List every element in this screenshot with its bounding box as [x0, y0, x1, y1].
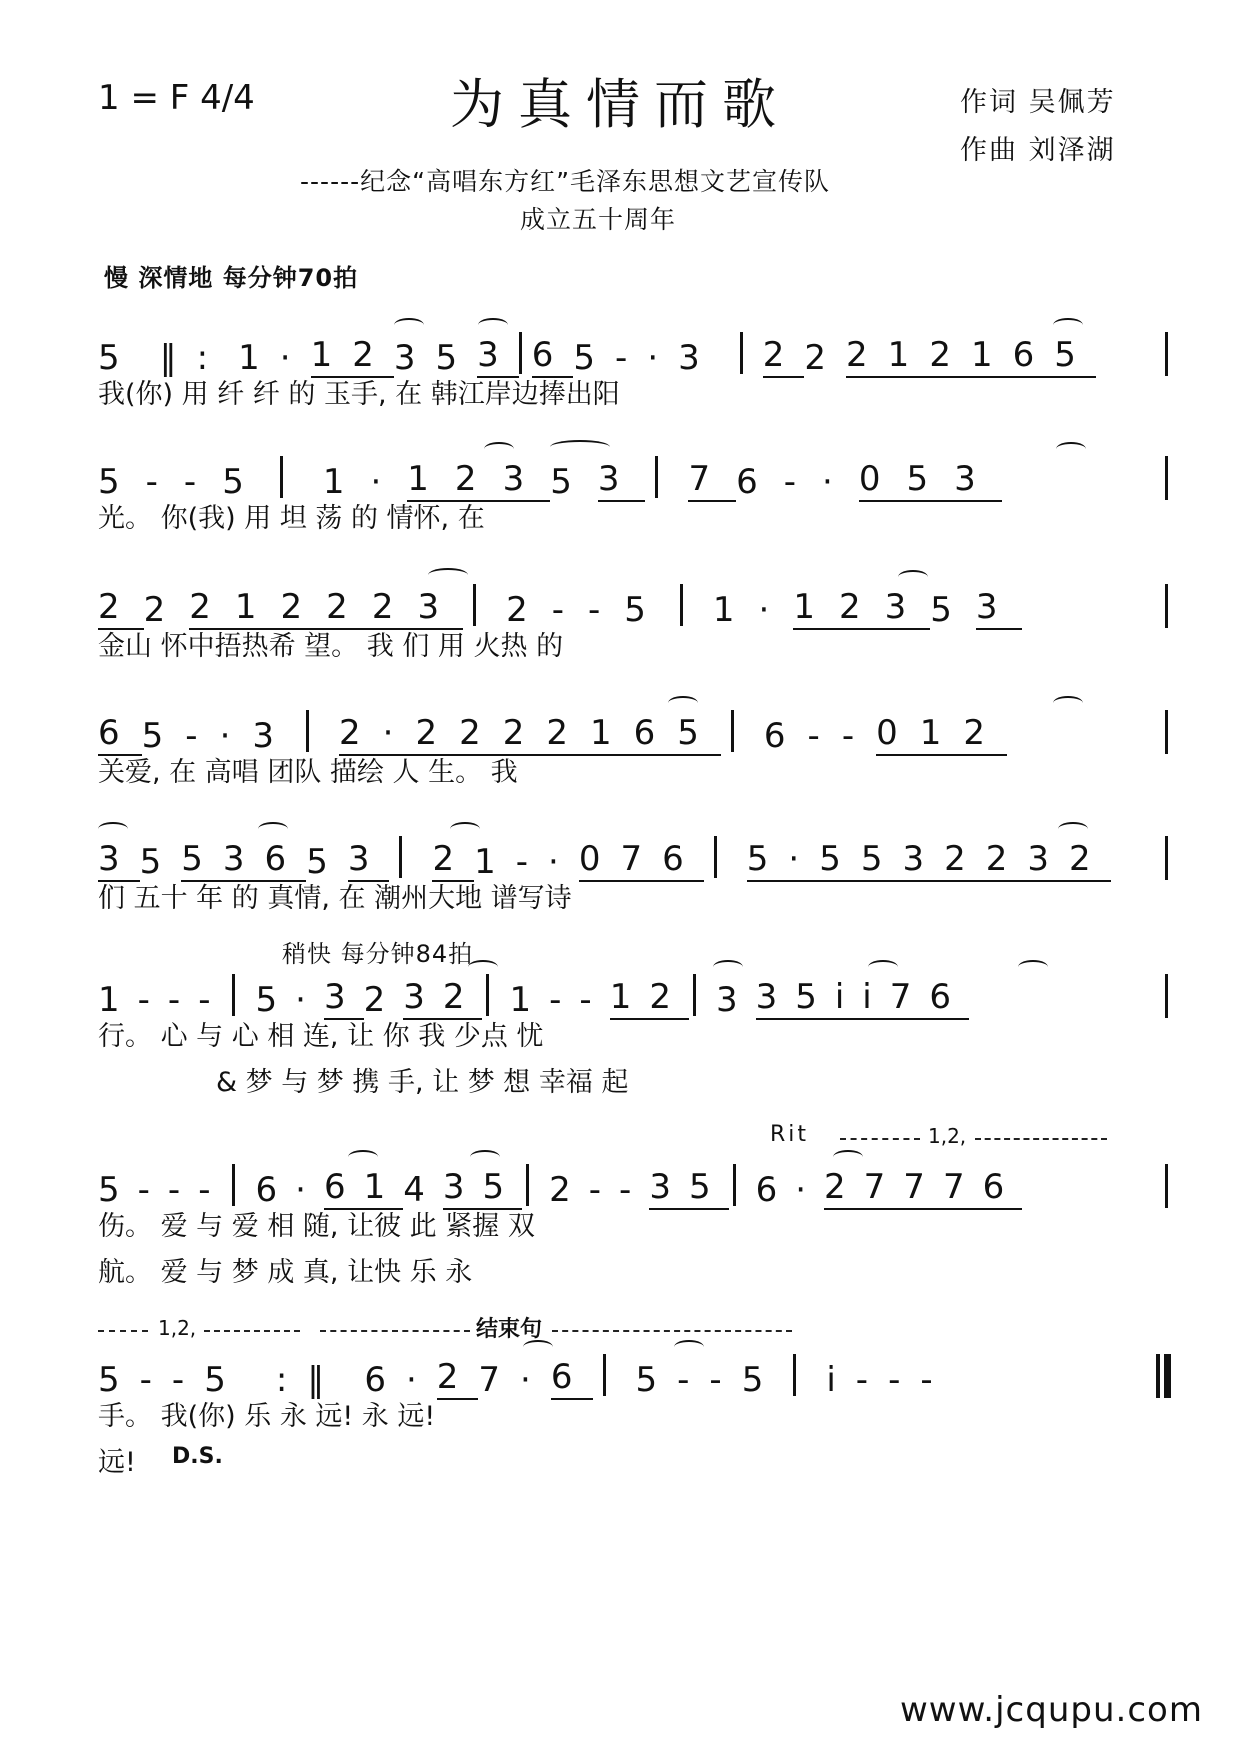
lyric-line-7a: 伤。 爱 与 爱 相 随, 让彼 此 紧握 双 [98, 1211, 535, 1242]
note: 5 [573, 338, 616, 378]
slur [833, 1150, 863, 1164]
note: 32 [1027, 839, 1110, 882]
bar-line [1165, 710, 1168, 754]
bar-line [1165, 584, 1168, 628]
lyric-line-3: 金山 怀中捂热希 望。 我 们 用 火热 的 [98, 631, 564, 662]
note: 22 [281, 587, 372, 630]
bar-line [526, 1164, 529, 1206]
note: - [588, 590, 625, 630]
note: 65 [1013, 335, 1096, 378]
note: 5 [635, 1360, 678, 1400]
note: 3 [477, 335, 519, 378]
note: 76 [890, 977, 969, 1020]
note: - [137, 1170, 168, 1210]
tempo-change: 稍快 每分钟84拍 [282, 940, 474, 968]
score-line-8 [98, 1344, 1168, 1494]
source-url: www.jcqupu.com [900, 1690, 1203, 1730]
note: 2 [432, 839, 474, 882]
note: ii [835, 977, 890, 1020]
note: 5· [255, 980, 324, 1020]
note: 6· [255, 1170, 324, 1210]
note: - [888, 1360, 921, 1400]
note: 35 [649, 1167, 728, 1210]
repeat-end: :‖ [275, 1360, 345, 1400]
bar-line [714, 836, 717, 878]
slur [1053, 696, 1083, 710]
note: 12 [407, 459, 502, 502]
note: 7 [688, 459, 736, 502]
lyric-line-1: 我(你) 用 纤 纤 的 玉手, 在 韩江岸边捧出阳 [98, 379, 620, 410]
notation-line-2 [98, 446, 1002, 502]
note: 1· [238, 338, 311, 378]
note: 2 [549, 1170, 589, 1210]
note: 3 [503, 459, 551, 502]
note: 5 [141, 716, 186, 756]
score-line-7 [98, 1154, 1168, 1304]
slur [348, 1150, 378, 1164]
note: 5 [98, 462, 146, 502]
note: 2·2 [339, 713, 459, 756]
note: - [551, 590, 588, 630]
note: 53 [907, 459, 1002, 502]
dashed-line [204, 1330, 300, 1332]
bar-line [731, 710, 734, 752]
note: - [167, 1170, 199, 1210]
dashed-line [98, 1330, 148, 1332]
note: 5 [98, 338, 140, 378]
slur [468, 960, 498, 974]
final-barline-thick [1164, 1354, 1171, 1398]
note: 2 [98, 587, 144, 630]
notation-line-4 [98, 700, 1007, 756]
note: - [920, 1360, 953, 1400]
note: 22 [944, 839, 1027, 882]
notation-line-6 [98, 964, 969, 1020]
note: 21 [546, 713, 633, 756]
note: 0 [579, 839, 621, 882]
bar-line [603, 1354, 606, 1396]
note: 1· [712, 590, 794, 630]
volta-label: 1,2, [158, 1316, 197, 1340]
note: 2 [437, 1357, 479, 1400]
slur [550, 440, 610, 454]
note: 2 [506, 590, 552, 630]
note: 76 [620, 839, 703, 882]
note: 53 [861, 839, 944, 882]
note: 5 [930, 590, 976, 630]
bar-line [655, 456, 658, 498]
lyric-line-2: 光。 你(我) 用 坦 荡 的 情怀, 在 [98, 503, 485, 534]
note: 12 [793, 587, 884, 630]
slur [523, 1340, 553, 1354]
note: 3 [348, 839, 390, 882]
bar-line [399, 836, 402, 878]
note: 12 [920, 713, 1007, 756]
note: 3 [598, 459, 646, 502]
note: 21 [846, 335, 929, 378]
note: - [709, 1360, 742, 1400]
note: 5 [550, 462, 598, 502]
score-line-5 [98, 826, 1168, 976]
bar-line [1165, 1164, 1168, 1208]
bar-line [740, 332, 743, 374]
note: 1· [322, 462, 408, 502]
bar-line [280, 456, 283, 498]
volta-label: 1,2, [928, 1124, 967, 1148]
note: 5 [98, 1360, 140, 1400]
note: 5 [306, 842, 348, 882]
lyric-line-8b: 远! [98, 1447, 136, 1478]
lyric-line-4: 关爱, 在 高唱 团队 描绘 人 生。 我 [98, 757, 518, 788]
slur [394, 318, 424, 332]
note: - [855, 1360, 889, 1400]
slur [674, 1340, 704, 1354]
note: 7· [478, 1360, 551, 1400]
note: - [783, 462, 823, 502]
bar-line [793, 1354, 796, 1396]
note: 1 [474, 842, 516, 882]
lyric-line-5: 们 五十 年 的 真情, 在 潮州大地 谱写诗 [98, 883, 572, 914]
note: i [826, 1360, 856, 1400]
note: 12 [311, 335, 394, 378]
dal-segno: D.S. [172, 1444, 223, 1469]
lyricist-credit: 作词 吴佩芳 [960, 87, 1116, 118]
note: - [619, 1170, 650, 1210]
note: - [171, 1360, 205, 1400]
note: 6 [532, 335, 574, 378]
repeat-start: ‖: [159, 338, 229, 378]
note: 5 [139, 842, 182, 882]
lyric-line-7b: 航。 爱 与 梦 成 真, 让快 乐 永 [98, 1257, 473, 1288]
note: - [615, 338, 648, 378]
ritardando-marking: Rit [770, 1122, 810, 1147]
note: 3 [252, 716, 297, 756]
note: 6 [551, 1357, 593, 1400]
bar-line [1165, 456, 1168, 500]
note: - [807, 716, 842, 756]
note: 21 [189, 587, 280, 630]
dashed-line [975, 1138, 1107, 1140]
slur [478, 318, 508, 332]
bar-line [693, 974, 696, 1016]
note: - [185, 716, 220, 756]
note: ·3 [647, 338, 720, 378]
note: 2 [143, 590, 190, 630]
note: - [677, 1360, 710, 1400]
note: 3 [98, 839, 140, 882]
slur [428, 568, 468, 582]
bar-line [519, 332, 522, 374]
note: 12 [610, 977, 689, 1020]
lyric-line-8a: 手。 我(你) 乐 永 远! 永 远! [98, 1401, 436, 1432]
slur [1056, 442, 1086, 456]
note: 1 [98, 980, 138, 1020]
note: 35 [443, 1167, 522, 1210]
key-signature: 1 = F 4/4 [98, 78, 255, 118]
note: - [198, 980, 229, 1020]
note: 5 [741, 1360, 784, 1400]
notation-line-3 [98, 574, 1022, 630]
note: 2 [824, 1167, 864, 1210]
slur [1053, 318, 1083, 332]
note: 23 [372, 587, 463, 630]
note: 3 [976, 587, 1022, 630]
ending-label: 结束句 [476, 1317, 543, 1342]
note: - [167, 980, 199, 1020]
note: 61 [324, 1167, 403, 1210]
note: 65 [634, 713, 721, 756]
note: 3 [393, 338, 436, 378]
slur [868, 960, 898, 974]
note: - [841, 716, 877, 756]
bar-line [232, 1164, 235, 1206]
final-barline [1156, 1354, 1160, 1398]
note: · [548, 842, 579, 882]
slur [258, 822, 288, 836]
subtitle-line-1: ------纪念“高唱东方红”毛泽东思想文艺宣传队 [300, 167, 831, 196]
note: - [515, 842, 549, 882]
note: · [219, 716, 253, 756]
bar-line [232, 974, 235, 1016]
bar-line [486, 974, 489, 1016]
lyric-line-6a: 行。 心 与 心 相 连, 让 你 我 少点 忧 [98, 1021, 544, 1052]
note: 2 [804, 338, 847, 378]
note: 6 [763, 716, 808, 756]
note: 5 [624, 590, 670, 630]
slur [98, 822, 128, 836]
dashed-line [552, 1330, 792, 1332]
bar-line [1165, 836, 1168, 880]
tempo-marking: 慢 深情地 每分钟70拍 [104, 264, 359, 292]
slur [450, 822, 480, 836]
note: - [139, 1360, 172, 1400]
lyric-line-6b: & 梦 与 梦 携 手, 让 梦 想 幸福 起 [216, 1067, 629, 1098]
note: 3 [715, 980, 756, 1020]
note: 6· [755, 1170, 825, 1210]
note: - [549, 980, 580, 1020]
note: 2 [763, 335, 805, 378]
note: - [145, 462, 184, 502]
note: 2 [363, 980, 404, 1020]
slur [1058, 822, 1088, 836]
note: 22 [459, 713, 546, 756]
note: 0 [859, 459, 907, 502]
note: 35 [756, 977, 835, 1020]
note: - [183, 462, 223, 502]
notation-line-5 [98, 826, 1111, 882]
note: 32 [403, 977, 482, 1020]
notation-line-1 [98, 322, 1096, 378]
slur [713, 960, 743, 974]
slur [484, 442, 514, 456]
note: 6 [265, 839, 307, 882]
note: 4 [403, 1170, 443, 1210]
note: 21 [929, 335, 1012, 378]
note: - [198, 1170, 229, 1210]
subtitle-line-2: 成立五十周年 [520, 205, 677, 234]
note: 3 [885, 587, 931, 630]
bar-line [733, 1164, 736, 1206]
bar-line [306, 710, 309, 752]
bar-line [680, 584, 683, 626]
note: 6· [364, 1360, 437, 1400]
score-line-6 [98, 964, 1168, 1114]
slur [470, 1150, 500, 1164]
note: 1 [509, 980, 550, 1020]
composer-credit: 作曲 刘泽湖 [960, 135, 1116, 166]
note: 5 [435, 338, 478, 378]
song-title: 为真情而歌 [450, 73, 790, 136]
note: 3 [324, 977, 364, 1020]
bar-line [1165, 974, 1168, 1018]
note: 5 [98, 1170, 138, 1210]
note: 0 [876, 713, 920, 756]
note: 5·5 [747, 839, 861, 882]
note: 76 [943, 1167, 1022, 1210]
slur [668, 696, 698, 710]
dashed-line [320, 1330, 470, 1332]
note: · [822, 462, 859, 502]
note: 5 [204, 1360, 246, 1400]
dashed-line [840, 1138, 920, 1140]
note: - [579, 980, 610, 1020]
note: 6 [736, 462, 784, 502]
slur [898, 570, 928, 584]
note: - [588, 1170, 620, 1210]
notation-line-7 [98, 1154, 1022, 1210]
bar-line [473, 584, 476, 626]
note: 6 [98, 713, 142, 756]
bar-line [1165, 332, 1168, 376]
note: 77 [864, 1167, 943, 1210]
slur [1018, 960, 1048, 974]
note: 5 [222, 462, 270, 502]
note: 53 [181, 839, 264, 882]
note: - [137, 980, 168, 1020]
